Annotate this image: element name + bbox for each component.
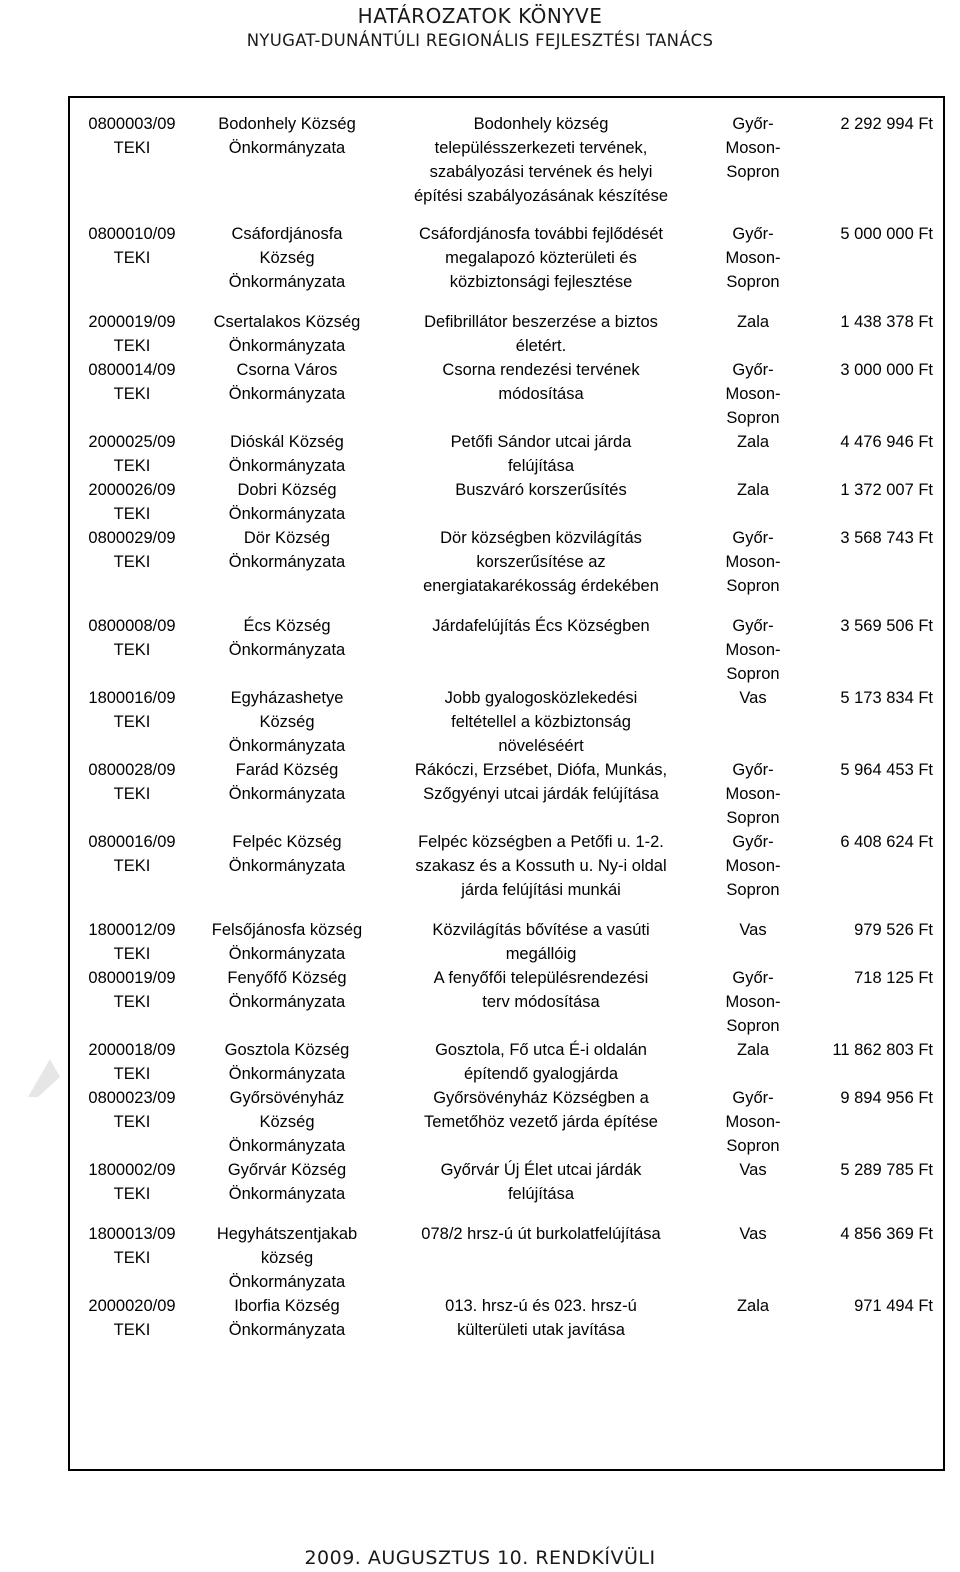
applicant-cell: Bodonhely Község Önkormányzata <box>218 115 356 157</box>
applicant-cell: Győrvár Község Önkormányzata <box>227 1161 347 1203</box>
project-cell: Járdafelújítás Écs Községben <box>432 617 650 635</box>
applicant-cell: Csorna Város Önkormányzata <box>228 361 346 403</box>
amount-cell: 4 476 946 Ft <box>840 433 933 451</box>
project-cell: Buszváró korszerűsítés <box>455 481 627 499</box>
applicant-cell: Győrsövényház Község Önkormányzata <box>228 1089 346 1155</box>
application-id-cell: 1800012/09 TEKI <box>88 921 176 963</box>
project-cell: Petőfi Sándor utcai járda felújítása <box>450 433 632 475</box>
grants-table-body <box>70 98 943 1342</box>
amount-cell: 11 862 803 Ft <box>832 1041 933 1059</box>
county-cell: Győr- Moson- Sopron <box>725 225 781 291</box>
county-cell: Vas <box>739 1225 767 1243</box>
application-id-cell: 1800016/09 TEKI <box>88 689 176 731</box>
applicant-cell: Dör Község Önkormányzata <box>228 529 346 571</box>
applicant-cell: Felpéc Község Önkormányzata <box>228 833 346 875</box>
applicant-cell: Csáfordjánosfa Község Önkormányzata <box>228 225 346 291</box>
page-footer: 2009. AUGUSZTUS 10. RENDKÍVÜLI <box>304 1547 656 1569</box>
applicant-cell: Gosztola Község Önkormányzata <box>224 1041 350 1083</box>
applicant-cell: Iborfia Község Önkormányzata <box>228 1297 346 1339</box>
project-cell: Dör községben közvilágítás korszerűsítése az energiatakarékosság érdekében <box>423 529 659 595</box>
application-id-cell: 0800014/09 TEKI <box>88 361 176 403</box>
amount-cell: 9 894 956 Ft <box>840 1089 933 1107</box>
county-cell: Győr- Moson- Sopron <box>725 761 781 827</box>
county-cell: Vas <box>739 1161 767 1179</box>
table-row <box>70 830 943 918</box>
county-cell: Zala <box>736 433 770 451</box>
county-cell: Győr- Moson- Sopron <box>725 361 781 427</box>
table-row <box>70 1294 943 1342</box>
application-id-cell: 0800010/09 TEKI <box>88 225 176 267</box>
applicant-cell: Felsőjánosfa község Önkormányzata <box>211 921 363 963</box>
applicant-cell: Csertalakos Község Önkormányzata <box>213 313 361 355</box>
county-cell: Győr- Moson- Sopron <box>725 1089 781 1155</box>
amount-cell: 5 000 000 Ft <box>840 225 933 243</box>
amount-cell: 2 292 994 Ft <box>840 115 933 133</box>
amount-cell: 971 494 Ft <box>854 1297 933 1315</box>
project-cell: Csáfordjánosfa további fejlődését megalapozó közterületi és közbiztonsági fejlesztése <box>419 225 663 291</box>
table-row <box>70 1158 943 1222</box>
table-row <box>70 918 943 966</box>
application-id-cell: 0800003/09 TEKI <box>88 115 176 157</box>
table-row <box>70 98 943 222</box>
table-row <box>70 478 943 526</box>
header-title: HATÁROZATOK KÖNYVE <box>357 4 603 28</box>
project-cell: 078/2 hrsz-ú út burkolatfelújítása <box>421 1225 661 1243</box>
applicant-cell: Écs Község Önkormányzata <box>228 617 346 659</box>
project-cell: Közvilágítás bővítése a vasúti megállóig <box>432 921 650 963</box>
project-cell: A fenyőfői településrendezési terv módosítása <box>433 969 649 1011</box>
application-id-cell: 1800013/09 TEKI <box>88 1225 176 1267</box>
project-cell: Győrvár Új Élet utcai járdák felújítása <box>440 1161 642 1203</box>
county-cell: Győr- Moson- Sopron <box>725 529 781 595</box>
header-subtitle: NYUGAT-DUNÁNTÚLI REGIONÁLIS FEJLESZTÉSI TANÁCS <box>246 31 714 50</box>
table-row <box>70 358 943 430</box>
county-cell: Vas <box>739 689 767 707</box>
applicant-cell: Egyházashetye Község Önkormányzata <box>228 689 346 755</box>
application-id-cell: 2000018/09 TEKI <box>88 1041 176 1083</box>
application-id-cell: 0800008/09 TEKI <box>88 617 176 659</box>
application-id-cell: 2000026/09 TEKI <box>88 481 176 523</box>
amount-cell: 5 964 453 Ft <box>840 761 933 779</box>
county-cell: Győr- Moson- Sopron <box>725 617 781 683</box>
amount-cell: 3 000 000 Ft <box>840 361 933 379</box>
project-cell: Felpéc községben a Petőfi u. 1-2. szakasz és a Kossuth u. Ny-i oldal járda felújítási munkái <box>415 833 667 899</box>
application-id-cell: 0800028/09 TEKI <box>88 761 176 803</box>
table-row <box>70 222 943 310</box>
county-cell: Győr- Moson- Sopron <box>725 115 781 181</box>
table-row <box>70 1038 943 1086</box>
amount-cell: 6 408 624 Ft <box>840 833 933 851</box>
table-row <box>70 430 943 478</box>
application-id-cell: 2000019/09 TEKI <box>88 313 176 355</box>
county-cell: Zala <box>736 1041 770 1059</box>
project-cell: Rákóczi, Erzsébet, Diófa, Munkás, Szőgyényi utcai járdák felújítása <box>414 761 668 803</box>
table-row <box>70 1086 943 1158</box>
county-cell: Győr- Moson- Sopron <box>725 969 781 1035</box>
application-id-cell: 0800023/09 TEKI <box>88 1089 176 1131</box>
table-row <box>70 1222 943 1294</box>
table-row <box>70 686 943 758</box>
applicant-cell: Hegyhátszentjakab község Önkormányzata <box>216 1225 358 1291</box>
table-row <box>70 310 943 358</box>
application-id-cell: 0800019/09 TEKI <box>88 969 176 1011</box>
table-row <box>70 526 943 614</box>
grants-table-frame <box>68 96 945 1471</box>
application-id-cell: 1800002/09 TEKI <box>88 1161 176 1203</box>
county-cell: Vas <box>739 921 767 939</box>
application-id-cell: 0800029/09 TEKI <box>88 529 176 571</box>
amount-cell: 4 856 369 Ft <box>840 1225 933 1243</box>
project-cell: Gosztola, Fő utca É-i oldalán építendő gyalogjárda <box>435 1041 647 1083</box>
project-cell: Bodonhely község településszerkezeti tervének, szabályozási tervének és helyi építési szabályozásának készítése <box>413 115 669 205</box>
application-id-cell: 2000020/09 TEKI <box>88 1297 176 1339</box>
applicant-cell: Fenyőfő Község Önkormányzata <box>227 969 347 1011</box>
county-cell: Zala <box>736 1297 770 1315</box>
amount-cell: 718 125 Ft <box>854 969 933 987</box>
applicant-cell: Dobri Község Önkormányzata <box>228 481 346 523</box>
applicant-cell: Farád Község Önkormányzata <box>228 761 346 803</box>
amount-cell: 1 438 378 Ft <box>840 313 933 331</box>
county-cell: Győr- Moson- Sopron <box>725 833 781 899</box>
project-cell: 013. hrsz-ú és 023. hrsz-ú külterületi utak javítása <box>445 1297 637 1339</box>
county-cell: Zala <box>736 481 770 499</box>
amount-cell: 5 173 834 Ft <box>840 689 933 707</box>
grants-table <box>70 98 943 1342</box>
project-cell: Győrsövényház Községben a Temetőhöz vezető járda építése <box>424 1089 658 1131</box>
applicant-cell: Dióskál Község Önkormányzata <box>228 433 346 475</box>
page-header <box>0 4 960 52</box>
amount-cell: 3 569 506 Ft <box>840 617 933 635</box>
amount-cell: 5 289 785 Ft <box>840 1161 933 1179</box>
table-row <box>70 758 943 830</box>
amount-cell: 3 568 743 Ft <box>840 529 933 547</box>
table-row <box>70 966 943 1038</box>
application-id-cell: 2000025/09 TEKI <box>88 433 176 475</box>
project-cell: Csorna rendezési tervének módosítása <box>442 361 640 403</box>
county-cell: Zala <box>736 313 770 331</box>
project-cell: Jobb gyalogosközlekedési feltétellel a közbiztonság növeléséért <box>444 689 638 755</box>
application-id-cell: 0800016/09 TEKI <box>88 833 176 875</box>
amount-cell: 979 526 Ft <box>854 921 933 939</box>
amount-cell: 1 372 007 Ft <box>840 481 933 499</box>
project-cell: Defibrillátor beszerzése a biztos életért. <box>424 313 658 355</box>
table-row <box>70 614 943 686</box>
